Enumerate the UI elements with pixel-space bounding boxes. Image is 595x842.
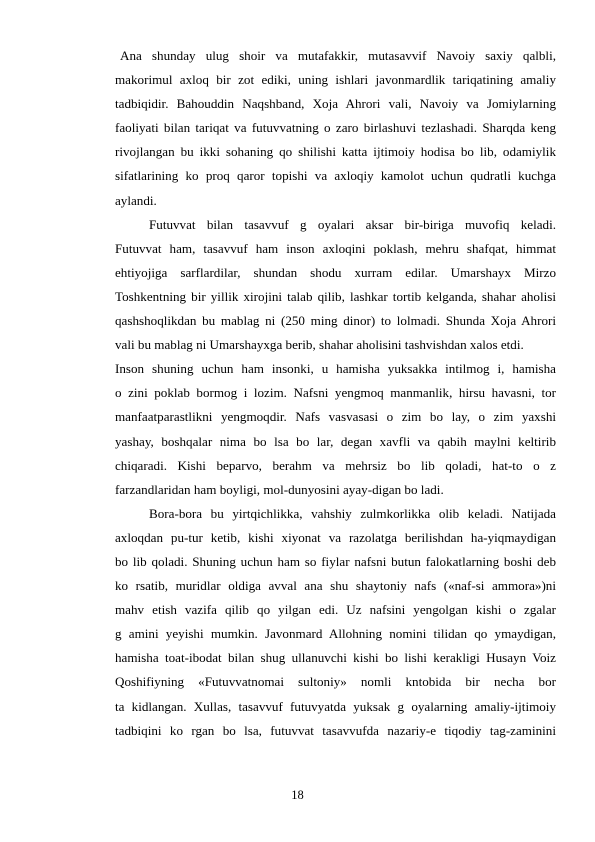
text-line: aylandi. [115, 192, 157, 208]
text-line: makorimul axloq bir zot ediki, uning ishlari javonmardlik tariqatining amaliy [115, 72, 556, 88]
text-line: farzandlaridan ham boyligi, mol-dunyosini ayay-digan bo ladi. [115, 481, 444, 497]
text-line: sifatlarining ko proq qaror topishi va axloqiy kamolot uchun qudratli kuchga [115, 168, 556, 184]
text-line: g amini yeyishi mumkin. Javonmard Allohning nomini tilidan qo ymaydigan, [115, 626, 556, 642]
text-line: ta kidlangan. Xullas, tasavvuf futuvyatda yuksak g oyalarning amaliy-ijtimoiy [115, 698, 556, 714]
text-line: vali bu mablag ni Umarshayxga berib, shahar aholisini tashvishdan xalos etdi. [115, 337, 524, 353]
text-line: manfaatparastlikni yengmoqdir. Nafs vasvasasi o zim bo lay, o zim yaxshi [115, 409, 556, 425]
text-line: Futuvvat bilan tasavvuf g oyalari aksar bir-biriga muvofiq keladi. [149, 216, 556, 232]
text-line: hamisha toat-ibodat bilan shug ullanuvchi kishi bo lishi kerakligi Husayn Voiz [115, 650, 556, 666]
text-line: yashay, boshqalar nima bo lsa bo lar, degan xavfli va qabih maylni keltirib [115, 433, 556, 449]
text-line: ko rsatib, muridlar oldiga avval ana shu shaytoniy nafs («naf-si ammora»)ni [115, 578, 556, 594]
text-line: Futuvvat ham, tasavvuf ham inson axloqini poklash, mehru shafqat, himmat [115, 240, 556, 256]
text-line: mahv etish vazifa qilib qo yilgan edi. Uz nafsini yengolgan kishi o zgalar [115, 602, 556, 618]
text-line: tadbiqidir. Bahouddin Naqshband, Xoja Ahrori vali, Navoiy va Jomiylarning [115, 96, 556, 112]
text-line: Qoshifiyning «Futuvvatnomai sultoniy» nomli kntobida bir necha bor [115, 674, 556, 690]
text-line: faoliyati bilan tariqat va futuvvatning o zaro birlashuvi tezlashadi. Sharqda keng [115, 120, 556, 136]
text-line: chiqaradi. Kishi beparvo, berahm va mehrsiz bo lib qoladi, hat-to o z [115, 457, 556, 473]
text-line: ehtiyojiga sarflardilar, shundan shodu xurram edilar. Umarshayx Mirzo [115, 264, 556, 280]
text-line: bo lib qoladi. Shuning uchun ham so fiylar nafsni butun falokatlarning boshi deb [115, 553, 556, 569]
page-number: 18 [291, 788, 304, 802]
text-line: qashshoqlikdan bu mablag ni (250 ming dinor) to lolmadi. Shunda Xoja Ahrori [115, 313, 556, 329]
text-line: Inson shuning uchun ham insonki, u hamisha yuksakka intilmog i, hamisha [115, 361, 556, 377]
text-line: Ana shunday ulug shoir va mutafakkir, mutasavvif Navoiy saxiy qalbli, [120, 48, 556, 63]
text-line: o zini poklab bormog i lozim. Nafsni yengmoq manmanlik, hirsu havasni, tor [115, 385, 556, 401]
text-line: axloqdan pu-tur ketib, kishi xiyonat va razolatga berilishdan ha-yiqmaydigan [115, 529, 556, 545]
text-line: rivojlangan bu ikki sohaning qo shilishi katta ijtimoiy hodisa bo lib, odamiylik [115, 144, 556, 160]
text-line: Bora-bora bu yirtqichlikka, vahshiy zulmkorlikka olib keladi. Natijada [149, 505, 556, 521]
document-body [115, 44, 556, 743]
text-line: tadbiqini ko rgan bo lsa, futuvvat tasavvufda nazariy-e tiqodiy tag-zaminini [115, 722, 556, 738]
text-line: Toshkentning bir yillik xirojini talab qilib, lashkar tortib kelganda, shahar aholisi [115, 288, 556, 304]
